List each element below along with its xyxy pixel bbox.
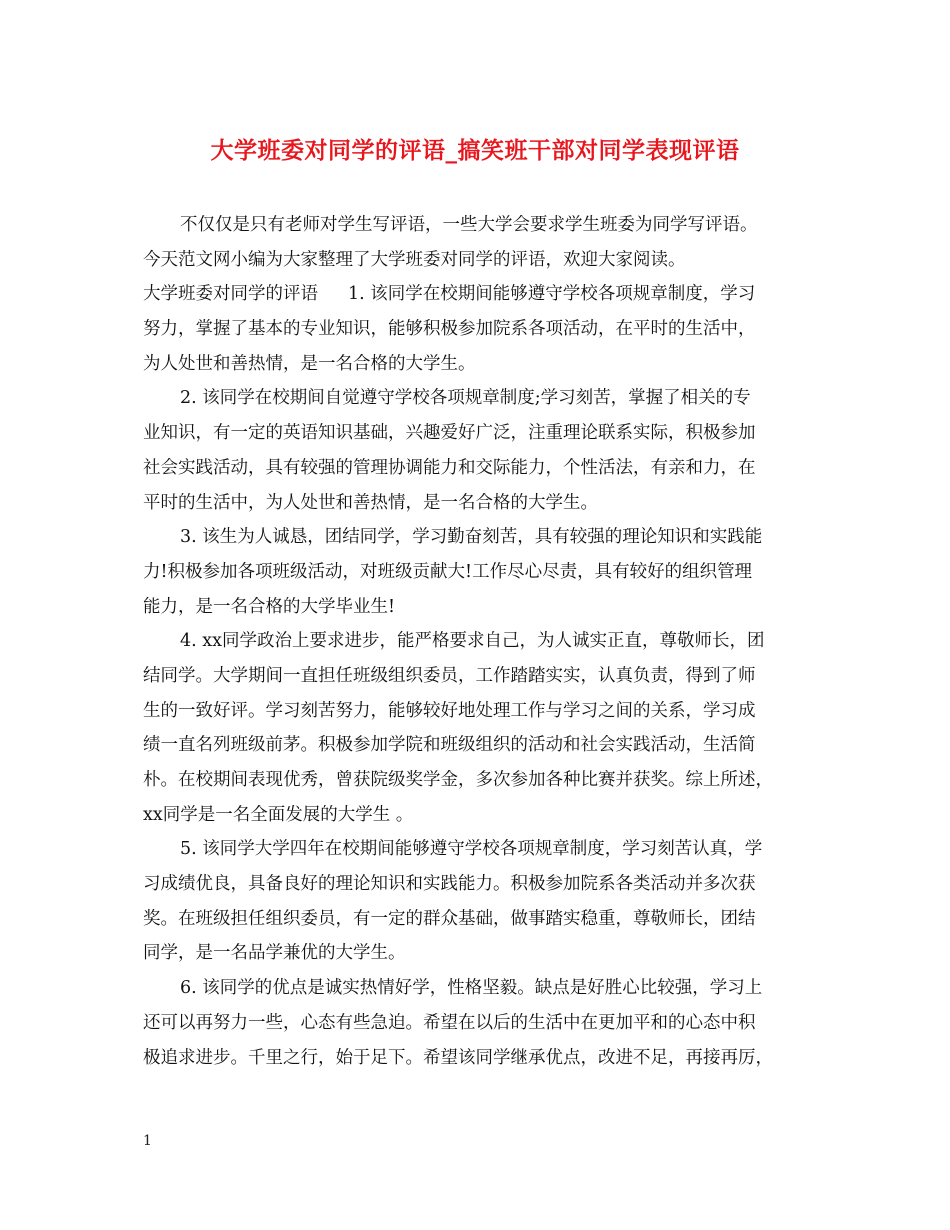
text-line: 生的一致好评。学习刻苦努力，能够较好地处理工作与学习之间的关系，学习成 xyxy=(143,700,756,721)
text-line: 绩一直名列班级前茅。积极参加学院和班级组织的活动和社会实践活动，生活简 xyxy=(143,735,756,756)
text-line: 能力，是一名合格的大学毕业生! xyxy=(143,596,396,617)
text-line: 今天范文网小编为大家整理了大学班委对同学的评语，欢迎大家阅读。 xyxy=(143,249,686,270)
text-line: xx同学是一名全面发展的大学生 。 xyxy=(143,804,414,825)
text-line-with-heading xyxy=(143,277,823,312)
document-body xyxy=(143,208,823,1075)
text-line: 努力，掌握了基本的专业知识，能够积极参加院系各项活动，在平时的生活中， xyxy=(143,319,756,340)
text-line: 不仅仅是只有老师对学生写评语，一些大学会要求学生班委为同学写评语。 xyxy=(180,215,758,235)
text-line: 平时的生活中，为人处世和善热情，是一名合格的大学生。 xyxy=(143,492,598,513)
text-line: 还可以再努力一些，心态有些急迫。希望在以后的生活中在更加平和的心态中积 xyxy=(143,1012,756,1033)
text-line: 4. xx同学政治上要求进步，能严格要求自己，为人诚实正直，尊敬师长，团 xyxy=(180,631,765,652)
section-heading: 大学班委对同学的评语 xyxy=(143,284,318,305)
section-first-item: 1. 该同学在校期间能够遵守学校各项规章制度，学习 xyxy=(348,284,756,305)
page-number: 1 xyxy=(143,1133,152,1149)
text-line: 极追求进步。千里之行，始于足下。希望该同学继承优点，改进不足，再接再厉， xyxy=(143,1047,773,1068)
text-line: 2. 该同学在校期间自觉遵守学校各项规章制度;学习刻苦，掌握了相关的专 xyxy=(180,388,751,409)
text-line: 5. 该同学大学四年在校期间能够遵守学校各项规章制度，学习刻苦认真，学 xyxy=(180,839,763,860)
text-line: 为人处世和善热情，是一名合格的大学生。 xyxy=(143,353,476,374)
text-line: 朴。在校期间表现优秀，曾获院级奖学金，多次参加各种比赛并获奖。综上所述， xyxy=(143,770,773,790)
text-line: 业知识，有一定的英语知识基础，兴趣爱好广泛，注重理论联系实际，积极参加 xyxy=(143,423,756,444)
document-title: 大学班委对同学的评语_搞笑班干部对同学表现评语 xyxy=(210,137,740,164)
text-line: 同学，是一名品学兼优的大学生。 xyxy=(143,943,406,964)
text-line: 结同学。大学期间一直担任班级组织委员，工作踏踏实实，认真负责，得到了师 xyxy=(143,665,756,686)
text-line: 社会实践活动，具有较强的管理协调能力和交际能力，个性活法，有亲和力，在 xyxy=(143,457,756,478)
text-line: 习成绩优良，具备良好的理论知识和实践能力。积极参加院系各类活动并多次获 xyxy=(143,874,756,895)
text-line: 3. 该生为人诚恳，团结同学，学习勤奋刻苦，具有较强的理论知识和实践能 xyxy=(180,527,763,548)
text-line: 力!积极参加各项班级活动，对班级贡献大!工作尽心尽责，具有较好的组织管理 xyxy=(143,561,753,582)
text-line: 奖。在班级担任组织委员，有一定的群众基础，做事踏实稳重，尊敬师长，团结 xyxy=(143,908,756,929)
text-line: 6. 该同学的优点是诚实热情好学，性格坚毅。缺点是好胜心比较强，学习上 xyxy=(180,978,763,999)
